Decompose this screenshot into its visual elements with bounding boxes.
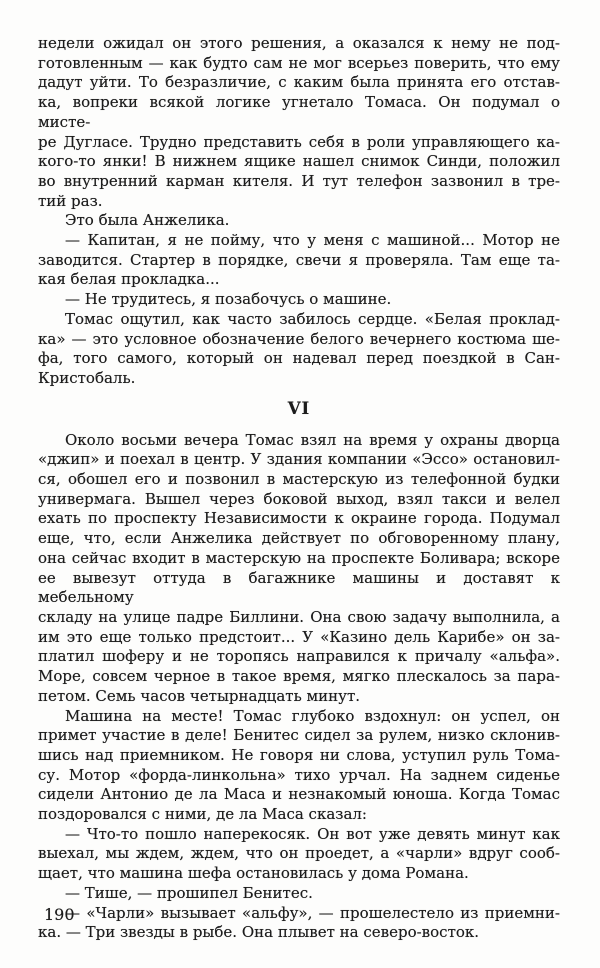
text-line: ка. — Три звезды в рыбе. Она плывет на северо-восток. [38, 923, 480, 942]
paragraph [38, 707, 560, 825]
text-line: примет участие в деле! Бенитес сидел за рулем, низко склонив- [38, 726, 560, 745]
paragraph [38, 310, 560, 389]
text-line: Томас ощутил, как часто забилось сердце. «Белая проклад- [65, 309, 560, 328]
text-line: им это еще только предстоит... У «Казино дель Карибе» он за- [38, 627, 560, 646]
text-line: — Тише, — прошипел Бенитес. [65, 883, 313, 902]
text-line: — Капитан, я не пойму, что у меня с машиной... Мотор не [65, 231, 560, 250]
paragraph [38, 904, 560, 943]
text-line: выехал, мы ждем, ждем, что он проедет, а «чарли» вдруг сооб- [38, 844, 560, 863]
text-line: еще, что, если Анжелика действует по обговоренному плану, [38, 529, 560, 548]
paragraph [38, 34, 560, 211]
chapter-heading: VI [287, 398, 311, 418]
text-line: — Что-то пошло наперекосяк. Он вот уже девять минут как [65, 824, 560, 843]
text-line: щает, что машина шефа остановилась у дома Романа. [38, 864, 469, 883]
text-line: ка, вопреки всякой логике угнетало Томаса. Он подумал о мисте- [38, 93, 560, 131]
section-after-heading [38, 431, 560, 943]
text-line: Около восьми вечера Томас взял на время у охраны дворца [65, 430, 560, 449]
text-line: ее вывезут оттуда в багажнике машины и доставят к мебельному [38, 568, 560, 607]
text-line: сидели Антонио де ла Маса и незнакомый юноша. Когда Томас [38, 785, 560, 804]
text-line: тий раз. [38, 191, 103, 210]
paragraph [38, 231, 560, 290]
text-line: заводится. Стартер в порядке, свечи я проверяла. Там еще та- [38, 250, 560, 269]
text-line: ре Дугласе. Трудно представить себя в роли управляющего ка- [38, 132, 560, 151]
paragraph [38, 290, 560, 310]
text-line: она сейчас входит в мастерскую на проспекте Боливара; вскоре [38, 548, 560, 567]
text-line: ехать по проспекту Независимости к окраине города. Подумал [38, 509, 560, 528]
text-line: шись над приемником. Не говоря ни слова, уступил руль Тома- [38, 745, 560, 764]
text-line: недели ожидал он этого решения, а оказался к нему не под- [38, 34, 560, 52]
page-number: 190 [44, 905, 75, 924]
text-line: ка» — это условное обозначение белого вечернего костюма ше- [38, 329, 560, 348]
text-line: во внутренний карман кителя. И тут телефон зазвонил в тре- [38, 171, 560, 190]
text-line: петом. Семь часов четырнадцать минут. [38, 686, 361, 705]
text-line: платил шоферу и не торопясь направился к причалу «альфа». [38, 647, 560, 666]
text-line: — Не трудитесь, я позабочусь о машине. [65, 290, 392, 309]
text-line: складу на улице падре Биллини. Она свою задачу выполнила, а [38, 607, 560, 626]
text-line: универмага. Вышел через боковой выход, взял такси и велел [38, 489, 560, 508]
text-line: кого-то янки! В нижнем ящике нашел снимок Синди, положил [38, 152, 560, 171]
text-line: Это была Анжелика. [65, 211, 230, 230]
text-line: ся, обошел его и позвонил в мастерскую из телефонной будки [38, 470, 560, 489]
text-line: Машина на месте! Томас глубоко вздохнул: он успел, он [65, 706, 560, 725]
text-line: «джип» и поехал в центр. У здания компании «Эссо» остановил- [38, 450, 560, 469]
text-line: кая белая прокладка... [38, 270, 220, 289]
paragraph [38, 211, 560, 231]
text-line: — «Чарли» вызывает «альфу», — прошелестело из приемни- [65, 903, 560, 922]
paragraph [38, 431, 560, 707]
text-line: Кристобаль. [38, 368, 136, 387]
text-line: дадут уйти. То безразличие, с каким была принята его отстав- [38, 73, 560, 92]
text-line: Море, совсем черное в такое время, мягко плескалось за пара- [38, 667, 560, 686]
text-block [38, 34, 560, 943]
section-before-heading [38, 34, 560, 389]
text-line: су. Мотор «форда-линкольна» тихо урчал. На заднем сиденье [38, 765, 560, 784]
text-line: готовленным — как будто сам не мог всерьез поверить, что ему [38, 53, 560, 72]
paragraph [38, 884, 560, 904]
text-line: поздоровался с ними, де ла Маса сказал: [38, 805, 367, 824]
text-line: фа, того самого, который он надевал перед поездкой в Сан- [38, 349, 560, 368]
paragraph [38, 825, 560, 884]
